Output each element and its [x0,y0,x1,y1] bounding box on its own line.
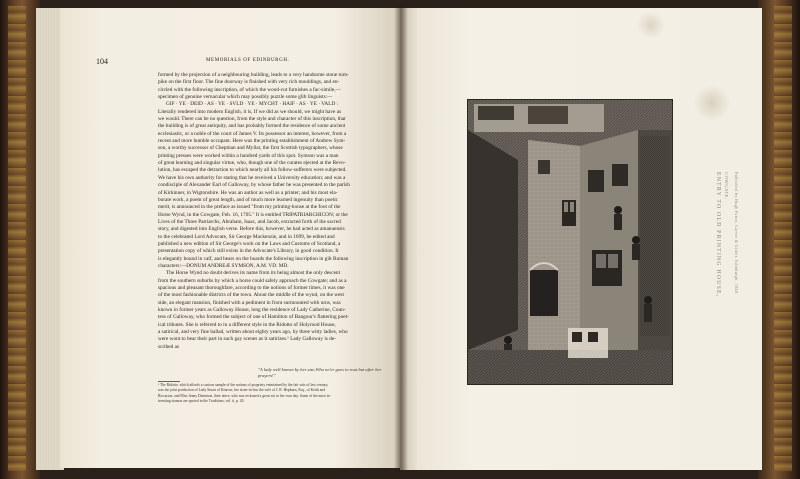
plate-subtitle: COWGATE. [724,172,729,200]
text-line: is elegantly bound in calf, and bears on the boards the following inscription in gilt Roman [158,255,349,262]
text-line: "A lady well known by her size, [258,367,316,372]
text-line: recent and more humble occupant. Here was the printing establishment of Andrew Sym- [158,138,346,145]
foxing-stain [692,86,732,120]
page-number: 104 [96,57,108,66]
text-line: Riccarton, and Miss Jenny Dennison, their niece, who was reckoned a great wit in her own day. Some of the most in- [158,393,331,398]
text-line: ecclesiastic, or a noble of the court of James V. Its possessor an interest, however, from a [158,130,347,137]
text-line: specimen of genuine vernacular which may possibly puzzle some glib linguists:— [158,94,333,101]
foxing-stain [636,12,666,38]
text-line: ¹ The Ridotto, which affords a curious sample of the notions of propriety entertained by the fair wits of last century, [158,383,329,387]
plate-title: ENTRY TO OLD PRINTING HOUSE, [715,172,721,298]
text-line: teresting stanzas are quoted in the Traditions, vol. ii. p. 20. [158,398,245,403]
text-line: son, a worthy successor of Chepman and Myllar, the first Scottish typographers, whose [158,145,343,152]
text-line: Horse Wynd, in the Cowgate, Feb. 16, 1705." It is entitled TRIPATRIARCHICON; or the [158,211,348,218]
text-line: GIF · YE · DEID · AS · YE · SVLD · YE · MYCHT · HAIF · AS · YE · VALD : [166,101,339,108]
text-line: a satirical, and very fine ballad, written about eighty years ago, by three witty ladies, who [158,329,348,336]
text-line: pike on the first floor. The fine doorway is finished with very rich mouldings, and en- [158,79,340,86]
text-line: side, an elegant mansion, finished with a pediment in front surmounted with urns, was [158,299,341,306]
text-line: from the southern suburbs by which a horse could safely approach the Cowgate; and as a [158,277,347,284]
footnote [158,383,394,404]
text-line: ical tributes. She is referred to in a different style in the Ridotto of Holyrood House, [158,321,336,328]
text-line: merit, is announced in the preface as issued "from my printing-house at the foot of the [158,204,341,211]
text-line: characters:—DONUM ANDREÆ SYMSON, A.M. VD. MD. [158,262,289,269]
text-line: were wont to bear their part in such gay scenes as it satirizes.¹ Lady Galloway is de- [158,336,336,343]
text-line: formed by the projection of a neighbouring building, leads to a very handsome stone turn- [158,72,349,78]
text-line: story, and digested into English verse. Before this, however, he had acted as amanuensis [158,226,345,233]
right-cover-spine [758,0,800,479]
text-line: tess of Galloway, who formed the subject of one of Hamilton of Bangour's flattering poet- [158,314,349,321]
text-line: spacious and pleasant thoroughfare, according to the notions of former times, it was one [158,284,345,291]
text-line: of the most fashionable districts of the town. About the middle of the wynd, on the west [158,292,344,299]
text-line: circled with the following inscription, of which the wood-cut furnishes a fac-simile,— [158,86,341,93]
text-line: scribed as [158,343,180,350]
text-line: of great learning and singular virtue, who, though one of the curates ejected at the Revo- [158,160,346,167]
left-cover-spine [0,0,40,479]
text-line: We have his own authority for stating that he received a University education; and was a [158,174,346,181]
text-line: of Kirkinner, in Wigtonshire. He was an author as well as a printer; and his most ela- [158,189,338,196]
engraving-plate [468,100,672,384]
verse-quote [258,367,388,379]
footnote-rule [158,381,180,382]
text-line: Literally rendered into modern English, it is, If we did as we should, we might have as [158,108,342,115]
text-line: we would. There can be no question, from the style and character of this inscription, that [158,116,346,123]
text-line: Who ne'er goes to rout but after her prayers!" [258,367,382,379]
text-line: printing presses were worked within a hundred yards of this spot. Symson was a man [158,152,339,159]
text-line: borate work, a poem of great length, and of much more learned ingenuity than poetic [158,196,339,203]
text-line: the building is of great antiquity, and has probably formed the residence of some ancient [158,123,346,130]
engraving-illustration [468,100,672,384]
text-line: published a new edition of Sir George's work on the Laws and Customs of Scotland, a [158,240,341,247]
text-line: to the celebrated Lord Advocate, Sir George Mackenzie, and in 1699, he edited and [158,233,335,240]
text-line: condisciple of Alexander Earl of Galloway, by whose father he was presented to the parish [158,182,350,189]
text-line: The Horse Wynd no doubt derives its name from its being almost the only descent [166,270,341,277]
plate-publisher: Published by Hugh Paton, Carver & Gilder, Edinburgh, 1848. [734,172,738,295]
text-line: Lives of the Three Patriarchs, Abraham, Isaac, and Jacob, extracted forth of the sacred [158,218,341,225]
text-line: known in former years as Galloway House, long the residence of Lady Catherine, Coun- [158,307,346,313]
running-head: MEMORIALS OF EDINBURGH. [206,58,290,63]
book-gutter [394,6,408,472]
page-header [96,57,400,67]
plate-caption [705,172,745,322]
text-line: presentation copy of which still exists in the Advocate's Library, in good condition. It [158,248,339,255]
text-line: was the joint production of Lady Stuart of Kinross, her sister-in-law the wife of J. R. Hepburn, Esq., of Keith and [158,388,326,393]
text-line: lution, has escaped the detraction to which nearly all his follow-sufferers were subjected. [158,167,347,174]
body-text [158,72,394,351]
